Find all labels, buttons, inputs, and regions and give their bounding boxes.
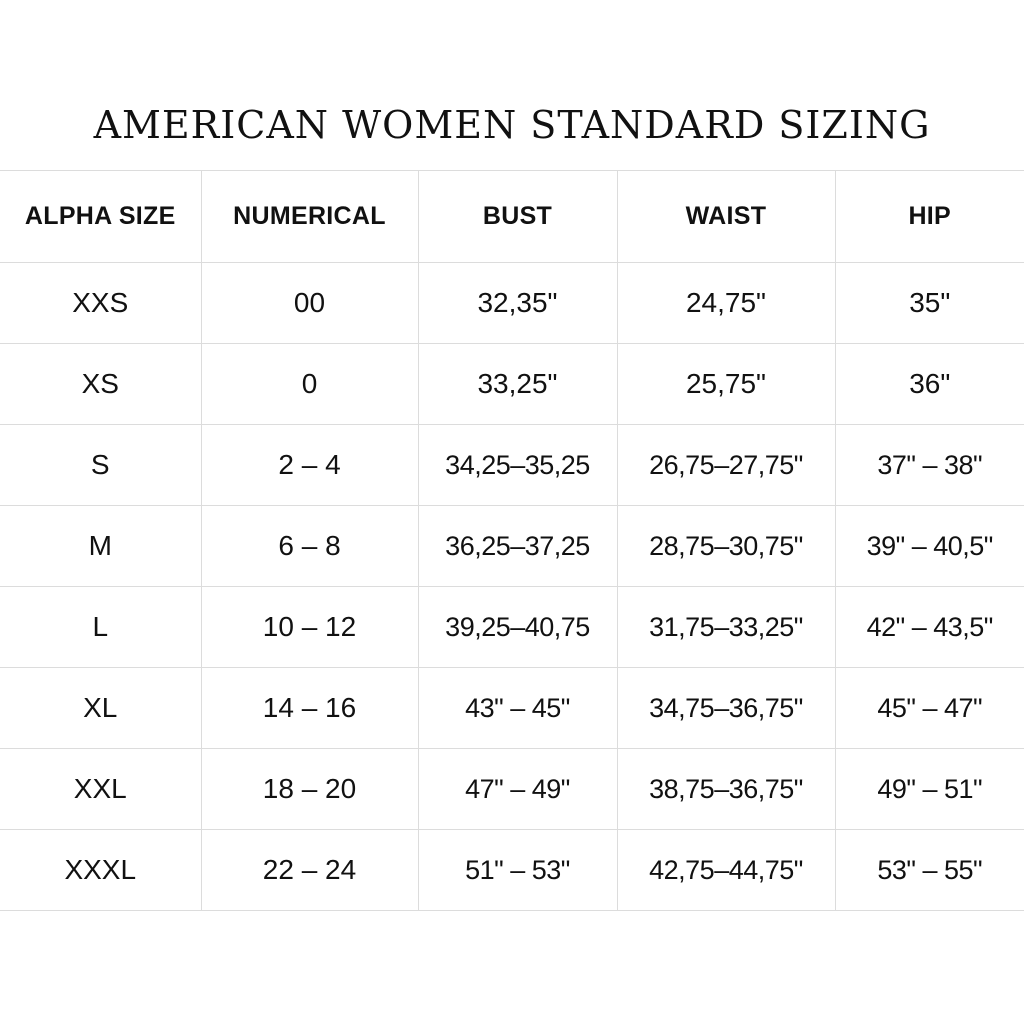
table-header-row (0, 171, 1024, 263)
page-title: AMERICAN WOMEN STANDARD SIZING (93, 103, 931, 148)
cell-bust: 43" – 45" (418, 668, 617, 749)
table-row (0, 425, 1024, 506)
cell-waist: 25,75" (617, 344, 835, 425)
cell-alpha-size: XXXL (0, 830, 201, 911)
cell-alpha-size: M (0, 506, 201, 587)
cell-hip: 39" – 40,5" (835, 506, 1024, 587)
table-row (0, 668, 1024, 749)
cell-hip: 35" (835, 263, 1024, 344)
cell-waist: 31,75–33,25" (617, 587, 835, 668)
cell-waist: 42,75–44,75" (617, 830, 835, 911)
header-hip: HIP (835, 171, 1024, 263)
cell-hip: 53" – 55" (835, 830, 1024, 911)
cell-numerical: 14 – 16 (201, 668, 418, 749)
sizing-table (0, 170, 1024, 911)
cell-alpha-size: XXS (0, 263, 201, 344)
table-row (0, 587, 1024, 668)
cell-waist: 26,75–27,75" (617, 425, 835, 506)
cell-bust: 34,25–35,25 (418, 425, 617, 506)
cell-hip: 37" – 38" (835, 425, 1024, 506)
table-row (0, 830, 1024, 911)
cell-bust: 36,25–37,25 (418, 506, 617, 587)
cell-numerical: 22 – 24 (201, 830, 418, 911)
cell-alpha-size: XL (0, 668, 201, 749)
cell-numerical: 00 (201, 263, 418, 344)
cell-bust: 33,25" (418, 344, 617, 425)
cell-hip: 42" – 43,5" (835, 587, 1024, 668)
cell-bust: 32,35" (418, 263, 617, 344)
header-numerical: NUMERICAL (201, 171, 418, 263)
cell-numerical: 18 – 20 (201, 749, 418, 830)
cell-waist: 24,75" (617, 263, 835, 344)
header-bust: BUST (418, 171, 617, 263)
header-waist: WAIST (617, 171, 835, 263)
cell-hip: 36" (835, 344, 1024, 425)
table-row (0, 263, 1024, 344)
cell-waist: 28,75–30,75" (617, 506, 835, 587)
cell-numerical: 10 – 12 (201, 587, 418, 668)
cell-numerical: 0 (201, 344, 418, 425)
cell-hip: 49" – 51" (835, 749, 1024, 830)
header-alpha-size: ALPHA SIZE (0, 171, 201, 263)
cell-waist: 34,75–36,75" (617, 668, 835, 749)
table-row (0, 344, 1024, 425)
table-row (0, 749, 1024, 830)
cell-waist: 38,75–36,75" (617, 749, 835, 830)
cell-bust: 39,25–40,75 (418, 587, 617, 668)
cell-bust: 51" – 53" (418, 830, 617, 911)
cell-numerical: 2 – 4 (201, 425, 418, 506)
cell-alpha-size: L (0, 587, 201, 668)
cell-numerical: 6 – 8 (201, 506, 418, 587)
cell-alpha-size: XS (0, 344, 201, 425)
cell-hip: 45" – 47" (835, 668, 1024, 749)
table-row (0, 506, 1024, 587)
cell-alpha-size: S (0, 425, 201, 506)
cell-bust: 47" – 49" (418, 749, 617, 830)
cell-alpha-size: XXL (0, 749, 201, 830)
